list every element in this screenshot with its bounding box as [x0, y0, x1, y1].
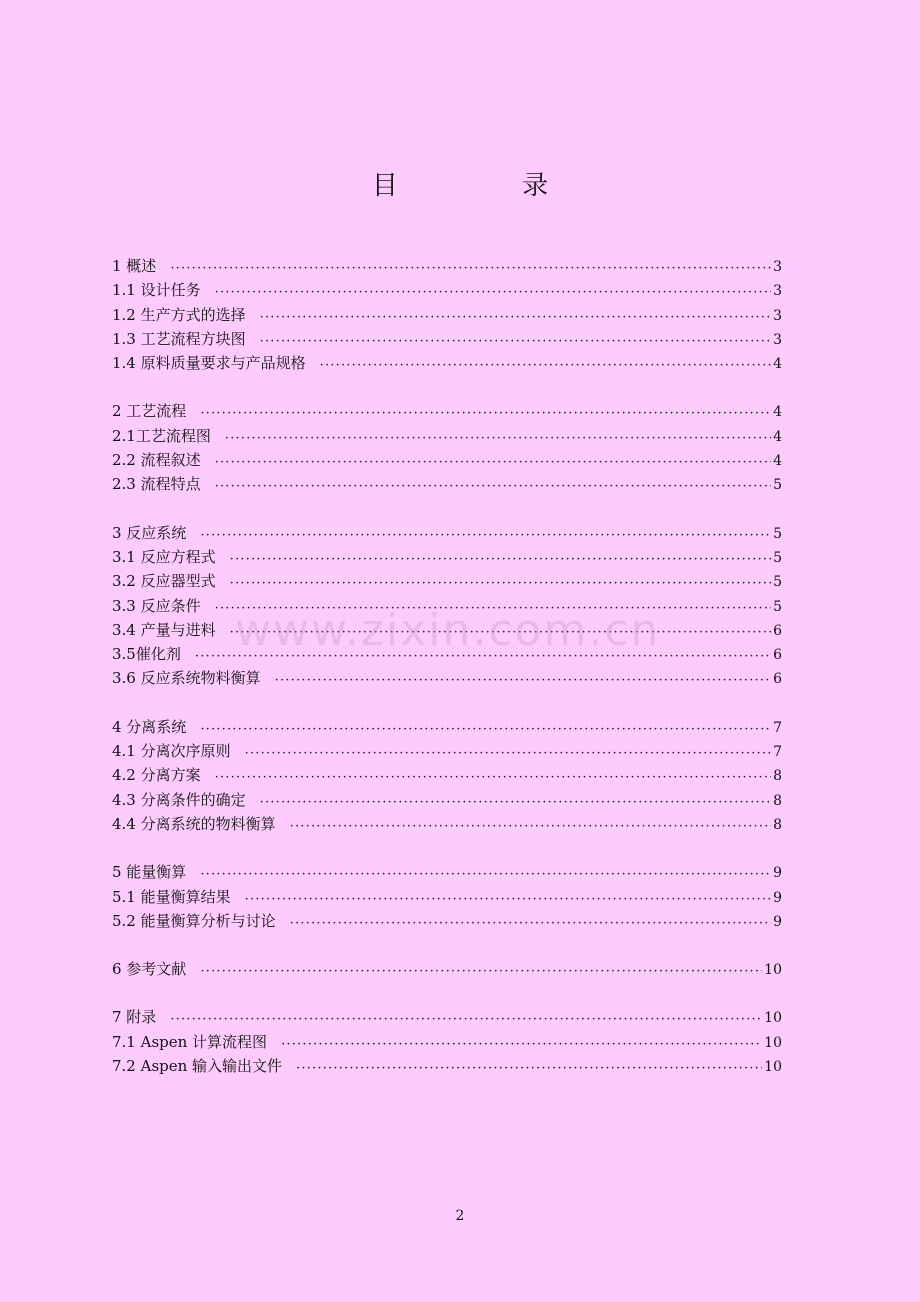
dot-leader	[320, 355, 771, 370]
toc-entry[interactable]	[112, 473, 782, 497]
toc-entry[interactable]	[112, 1006, 782, 1030]
toc-entry-page: 10	[764, 1034, 782, 1051]
toc-entry[interactable]	[112, 400, 782, 424]
toc-entry-label: 6 参考文献	[112, 960, 187, 979]
toc-entry-page: 4	[773, 356, 782, 373]
toc-section	[112, 861, 782, 934]
page-number: 2	[455, 1208, 465, 1224]
toc-entry-label: 2.2 流程叙述	[112, 451, 201, 470]
dot-leader	[215, 282, 771, 297]
toc-entry-page: 6	[773, 622, 782, 639]
toc-entry-label: 4.4 分离系统的物料衡算	[112, 814, 276, 833]
toc-entry-label: 1 概述	[112, 257, 157, 275]
dot-leader	[215, 452, 771, 467]
dot-leader	[200, 403, 771, 418]
toc-entry-page: 3	[773, 283, 782, 300]
toc-entry-label: 3.3 反应条件	[112, 596, 201, 615]
toc-entry-page: 3	[773, 307, 782, 324]
toc-entry-label: 4.1 分离次序原则	[112, 742, 231, 761]
toc-section	[112, 958, 782, 982]
toc-section	[112, 255, 782, 376]
toc-entry-page: 8	[773, 768, 782, 785]
dot-leader	[290, 816, 771, 831]
toc-entry-label: 3.2 反应器型式	[112, 572, 216, 591]
toc-entry-page: 5	[773, 525, 782, 542]
toc-entry[interactable]	[112, 522, 782, 546]
toc-entry-page: 10	[764, 962, 782, 979]
toc-entry-page: 10	[764, 1059, 782, 1076]
page-title: 目 录	[371, 171, 607, 201]
toc-entry[interactable]	[112, 740, 782, 764]
toc-entry[interactable]	[112, 1055, 782, 1079]
dot-leader	[200, 961, 762, 976]
dot-leader	[170, 258, 771, 273]
toc-entry-page: 5	[773, 477, 782, 494]
toc-entry[interactable]	[112, 425, 782, 449]
dot-leader	[200, 525, 771, 540]
toc-entry-page: 7	[773, 719, 782, 736]
toc-entry[interactable]	[112, 255, 782, 279]
toc-entry-page: 4	[773, 453, 782, 470]
toc-entry-page: 9	[773, 913, 782, 930]
toc-entry[interactable]	[112, 789, 782, 813]
toc-entry-page: 8	[773, 816, 782, 833]
dot-leader	[215, 767, 771, 782]
toc-entry-label: 3.4 产量与进料	[112, 620, 216, 639]
toc-entry-label: 1.4 原料质量要求与产品规格	[112, 354, 306, 373]
dot-leader	[281, 1034, 762, 1049]
toc-entry-page: 5	[773, 598, 782, 615]
toc-entry-label: 1.1 设计任务	[112, 281, 201, 300]
toc-entry-label: 4 分离系统	[112, 717, 187, 736]
toc-entry[interactable]	[112, 304, 782, 328]
toc-entry[interactable]	[112, 449, 782, 473]
toc-entry-page: 4	[773, 428, 782, 445]
toc-entry-page: 10	[764, 1010, 782, 1027]
dot-leader	[215, 476, 771, 491]
toc-section	[112, 400, 782, 497]
toc-entry-page: 4	[773, 404, 782, 421]
toc-entry-label: 2 工艺流程	[112, 402, 187, 421]
toc-entry-label: 4.2 分离方案	[112, 766, 201, 785]
toc-entry[interactable]	[112, 667, 782, 691]
toc-entry[interactable]	[112, 861, 782, 885]
toc-entry-page: 9	[773, 889, 782, 906]
dot-leader	[296, 1058, 762, 1073]
dot-leader	[275, 670, 771, 685]
toc-entry-page: 7	[773, 744, 782, 761]
toc-entry-label: 5 能量衡算	[112, 863, 187, 882]
toc-entry-label: 2.3 流程特点	[112, 475, 201, 494]
dot-leader	[245, 889, 771, 904]
toc-entry-label: 3.6 反应系统物料衡算	[112, 669, 261, 688]
toc-entry-label: 3.1 反应方程式	[112, 547, 216, 566]
toc-entry-label: 4.3 分离条件的确定	[112, 790, 246, 809]
toc-entry-page: 5	[773, 549, 782, 566]
dot-leader	[170, 1009, 762, 1024]
toc-entry-label: 1.2 生产方式的选择	[112, 305, 246, 324]
toc-entry[interactable]	[112, 1031, 782, 1055]
dot-leader	[245, 743, 771, 758]
toc-entry-label: 7 附录	[112, 1008, 157, 1027]
toc-entry-page: 9	[773, 865, 782, 882]
toc-entry-page: 3	[773, 259, 782, 275]
dot-leader	[260, 792, 771, 807]
dot-leader	[225, 428, 771, 443]
toc-entry[interactable]	[112, 546, 782, 570]
toc-entry[interactable]	[112, 910, 782, 934]
toc-entry-label: 3.5催化剂	[112, 645, 181, 664]
toc-entry-page: 3	[773, 331, 782, 348]
table-of-contents	[112, 255, 782, 1103]
toc-entry[interactable]	[112, 570, 782, 594]
toc-entry-page: 6	[773, 671, 782, 688]
toc-section	[112, 716, 782, 837]
toc-entry[interactable]	[112, 328, 782, 352]
dot-leader	[200, 864, 771, 879]
toc-entry-label: 5.2 能量衡算分析与讨论	[112, 911, 276, 930]
toc-entry[interactable]	[112, 764, 782, 788]
dot-leader	[230, 549, 771, 564]
toc-entry-label: 3 反应系统	[112, 523, 187, 542]
dot-leader	[230, 573, 771, 588]
toc-entry[interactable]	[112, 716, 782, 740]
toc-entry[interactable]	[112, 886, 782, 910]
toc-entry-page: 8	[773, 792, 782, 809]
toc-entry[interactable]	[112, 958, 782, 982]
watermark: www.zixin.com.cn	[235, 605, 661, 656]
toc-section	[112, 1006, 782, 1079]
toc-entry-page: 5	[773, 574, 782, 591]
dot-leader	[260, 331, 771, 346]
toc-entry-label: 5.1 能量衡算结果	[112, 887, 231, 906]
toc-entry[interactable]	[112, 352, 782, 376]
toc-entry-label: 1.3 工艺流程方块图	[112, 329, 246, 348]
dot-leader	[260, 307, 771, 322]
toc-entry-label: 7.1 Aspen 计算流程图	[112, 1032, 268, 1051]
toc-entry[interactable]	[112, 813, 782, 837]
toc-entry-page: 6	[773, 647, 782, 664]
toc-entry-label: 2.1工艺流程图	[112, 426, 211, 445]
dot-leader	[200, 719, 771, 734]
toc-entry-label: 7.2 Aspen 输入输出文件	[112, 1057, 283, 1076]
dot-leader	[290, 913, 771, 928]
toc-entry[interactable]	[112, 279, 782, 303]
